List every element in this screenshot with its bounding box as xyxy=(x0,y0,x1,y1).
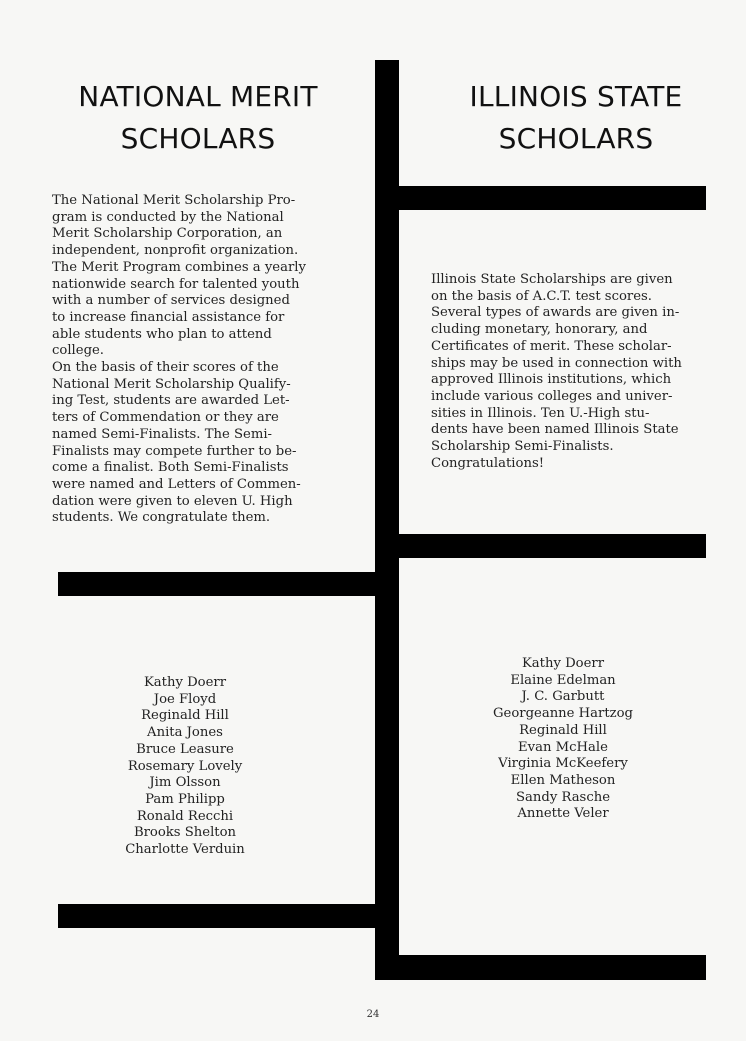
text-line: Scholarship Semi-Finalists. xyxy=(431,439,614,455)
name-item: Brooks Shelton xyxy=(133,825,237,841)
text-line: Merit Scholarship Corporation, an xyxy=(52,226,283,242)
name-item: Anita Jones xyxy=(147,725,223,741)
national-merit-title-line-1: NATIONAL MERIT xyxy=(78,80,318,113)
national-merit-title xyxy=(48,76,348,160)
text-line: gram is conducted by the National xyxy=(52,209,284,225)
name-item: Virginia McKeefery xyxy=(498,756,628,772)
text-line: Illinois State Scholarships are given xyxy=(431,272,673,287)
text-line: cluding monetary, honorary, and xyxy=(431,322,648,338)
name-item: Ellen Matheson xyxy=(510,772,616,788)
right-middle-bar xyxy=(375,534,706,558)
text-line: to increase financial assistance for xyxy=(52,309,285,325)
text-line: ships may be used in connection with xyxy=(431,355,682,371)
text-line: dation were given to eleven U. High xyxy=(52,493,293,509)
name-item: Reginald Hill xyxy=(519,722,607,738)
text-line: National Merit Scholarship Qualify- xyxy=(52,376,291,392)
text-line: ing Test, students are awarded Let- xyxy=(52,393,290,409)
text-line: On the basis of their scores of the xyxy=(52,360,279,376)
text-line: nationwide search for talented youth xyxy=(52,276,300,292)
name-item: Joe Floyd xyxy=(153,691,217,707)
name-item: Elaine Edelman xyxy=(510,672,616,688)
text-line: come a finalist. Both Semi-Finalists xyxy=(52,460,289,476)
text-line: college. xyxy=(52,343,105,359)
text-line: The Merit Program combines a yearly xyxy=(52,259,306,275)
text-line: named Semi-Finalists. The Semi- xyxy=(52,426,272,442)
text-line: ters of Commendation or they are xyxy=(52,410,279,426)
name-item: Georgeanne Hartzog xyxy=(493,706,633,722)
name-item: Annette Veler xyxy=(517,806,609,822)
left-lower-bar xyxy=(58,904,399,928)
text-line: approved Illinois institutions, which xyxy=(431,372,672,388)
illinois-state-title-line-1: ILLINOIS STATE xyxy=(469,80,683,113)
name-item: Kathy Doerr xyxy=(143,675,227,690)
left-middle-bar xyxy=(58,572,399,596)
text-line: sities in Illinois. Ten U.-High stu- xyxy=(431,405,650,421)
text-line: include various colleges and univer- xyxy=(431,388,673,404)
name-item: Pam Philipp xyxy=(145,791,225,807)
name-item: Sandy Rasche xyxy=(515,789,611,805)
text-line: Congratulations! xyxy=(431,455,545,471)
name-item: Bruce Leasure xyxy=(136,741,234,757)
name-item: Evan McHale xyxy=(518,739,608,755)
text-line: dents have been named Illinois State xyxy=(431,422,679,438)
text-line: Several types of awards are given in- xyxy=(431,305,680,321)
right-upper-bar xyxy=(375,186,706,210)
text-line: Certificates of merit. These scholar- xyxy=(431,338,672,354)
national-merit-title-line-2: SCHOLARS xyxy=(120,122,276,155)
name-item: Rosemary Lovely xyxy=(127,758,243,774)
text-line: with a number of services designed xyxy=(52,293,290,309)
name-item: Jim Olsson xyxy=(149,775,221,791)
text-line: students. We congratulate them. xyxy=(52,510,271,526)
illinois-state-description xyxy=(431,272,682,472)
text-line: Finalists may compete further to be- xyxy=(52,443,297,459)
name-item: Charlotte Verduin xyxy=(125,842,245,858)
text-line: were named and Letters of Commen- xyxy=(52,476,301,492)
national-merit-description xyxy=(52,193,306,527)
name-item: J. C. Garbutt xyxy=(521,689,605,705)
right-bottom-bar xyxy=(375,955,706,980)
name-item: Reginald Hill xyxy=(141,708,229,724)
illinois-state-title-line-2: SCHOLARS xyxy=(498,122,654,155)
illinois-state-title xyxy=(426,76,726,160)
text-line: independent, nonprofit organization. xyxy=(52,243,299,259)
illinois-state-names-list xyxy=(455,656,671,823)
text-line: able students who plan to attend xyxy=(52,326,272,342)
name-item: Ronald Recchi xyxy=(136,808,234,824)
page-number: 24 xyxy=(366,1009,380,1020)
text-line: on the basis of A.C.T. test scores. xyxy=(431,288,652,304)
name-item: Kathy Doerr xyxy=(521,656,605,671)
national-merit-names-list xyxy=(80,675,290,859)
text-line: The National Merit Scholarship Pro- xyxy=(52,193,296,208)
